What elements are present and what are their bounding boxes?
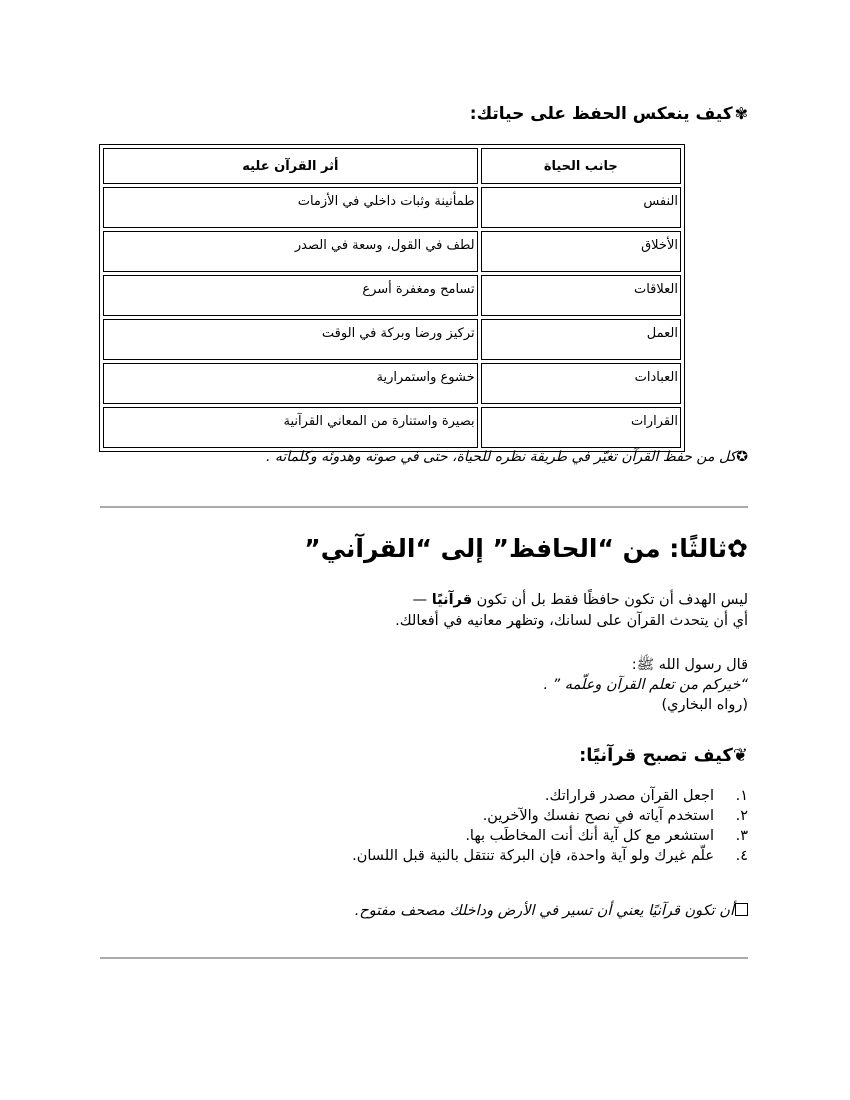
table-cell-aspect: العلاقات [481,275,681,316]
flower-icon: ✾ [734,104,748,123]
list-item-number: ٢. [735,808,748,824]
leaf-icon: ❦ [732,745,748,766]
intro-line-1-prefix: ليس الهدف أن تكون حافظًا فقط بل أن تكون [472,592,748,608]
table-cell-aspect: العمل [481,319,681,360]
list-item-text: علّم غيرك ولو آية واحدة، فإن البركة تنتقل بالنية قبل اللسان. [352,848,714,864]
table-cell-aspect: الأخلاق [481,231,681,272]
table-row [103,231,681,272]
table-row [103,187,681,228]
become-quranic-heading [102,745,748,766]
reflection-heading-text: كيف ينعكس الحفظ على حياتك: [469,104,733,124]
table-cell-aspect: العبادات [481,363,681,404]
hadith-text: “خيركم من تعلم القرآن وعلّمه ” . [543,677,748,693]
table-cell-aspect: القرارات [481,407,681,448]
section-divider [100,957,748,959]
reflection-note [102,449,748,465]
intro-paragraph [102,590,748,632]
table-header-row [103,148,681,184]
table-row [103,407,681,448]
table-cell-effect: تسامح ومغفرة أسرع [103,275,478,316]
hadith-block [102,655,748,715]
list-item-number: ٣. [735,828,748,844]
list-item-text: استخدم آياته في نصح نفسك والآخرين. [482,808,714,824]
list-item [114,826,748,846]
hadith-source: (رواه البخاري) [661,697,748,713]
section-divider [100,506,748,508]
reflection-note-text: كل من حفظ القرآن تغيّر في طريقة نظره للحياة، حتى في صوته وهدوئه وكلماته . [265,449,737,465]
intro-line-1-suffix: — [412,592,432,608]
life-aspects-table [99,144,685,452]
table-cell-effect: طمأنينة وثبات داخلي في الأزمات [103,187,478,228]
table-header-aspect: جانب الحياة [481,148,681,184]
box-icon [735,903,748,916]
list-item-text: استشعر مع كل آية أنك أنت المخاطَب بها. [465,828,714,844]
third-section-heading-text: ثالثًا: من “الحافظ” إلى “القرآني” [304,534,728,563]
list-item [114,786,748,806]
table-cell-aspect: النفس [481,187,681,228]
intro-line-1 [102,590,748,611]
table-cell-effect: تركيز ورضا وبركة في الوقت [103,319,478,360]
third-section-heading [102,534,748,563]
list-item-number: ٤. [735,848,748,864]
quote-intro: قال رسول الله ﷺ: [631,657,748,673]
closing-statement-text: أن تكون قرآنيًا يعني أن تسير في الأرض وداخلك مصحف مفتوح. [354,903,734,919]
sparkle-icon: ✪ [736,449,748,465]
list-item [114,846,748,866]
table-cell-effect: خشوع واستمرارية [103,363,478,404]
list-item-number: ١. [735,788,748,804]
table-row [103,319,681,360]
flower-icon: ✿ [727,534,748,563]
reflection-heading [102,104,748,124]
table-row [103,363,681,404]
table-row [103,275,681,316]
table-cell-effect: لطف في القول، وسعة في الصدر [103,231,478,272]
list-item [114,806,748,826]
table-cell-effect: بصيرة واستنارة من المعاني القرآنية [103,407,478,448]
become-quranic-heading-text: كيف تصبح قرآنيًا: [579,745,733,766]
closing-statement [102,903,748,919]
steps-list [114,786,748,866]
table-header-effect: أثر القرآن عليه [103,148,478,184]
list-item-text: اجعل القرآن مصدر قراراتك. [544,788,714,804]
intro-line-2: أي أن يتحدث القرآن على لسانك، وتظهر معانيه في أفعالك. [395,613,748,629]
intro-line-1-strong: قرآنيًا [431,592,473,608]
